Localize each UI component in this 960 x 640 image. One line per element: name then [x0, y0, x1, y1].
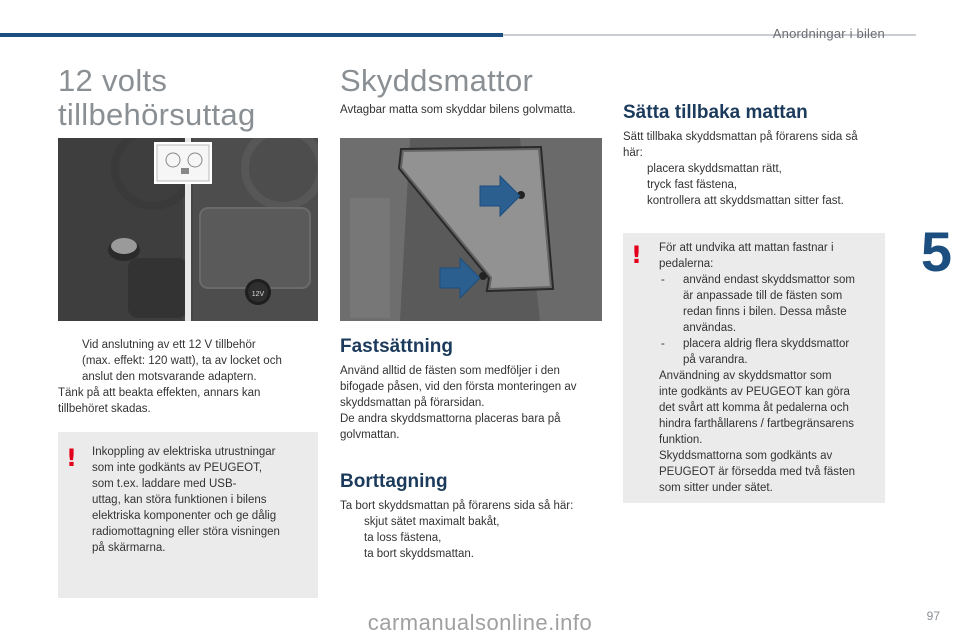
socket-12v-label: 12V: [251, 291, 265, 298]
refit-text: Sätt tillbaka skyddsmattan på förarens sida så här: placera skyddsmattan rätt, tryck fast fästena, kontrollera att skyddsmattan sitter fast.: [623, 129, 885, 209]
chapter-number: 5: [920, 220, 952, 283]
floor-mat-illustration: [340, 138, 602, 321]
list-item: tryck fast fästena,: [647, 179, 738, 191]
floor-mat-photo: [340, 138, 602, 321]
warning-icon: !: [66, 444, 77, 472]
list-item: placera skyddsmattan rätt,: [647, 163, 782, 175]
fastening-text: Använd alltid de fästen som medföljer i den bifogade påsen, vid den första monteringen av skyddsmattan på förarsidan. De andra skyddsmattorna placeras bara på golvmattan.: [340, 365, 577, 441]
socket-illustration: [58, 138, 318, 321]
page-title-12v: 12 volts tillbehörsuttag: [58, 63, 256, 132]
removal-heading: Borttagning: [340, 471, 448, 492]
warning-box-socket: [58, 432, 318, 598]
list-item: ta bort skyddsmattan.: [364, 548, 474, 560]
list-item: skjut sätet maximalt bakåt,: [364, 516, 500, 528]
socket-photo: [58, 138, 318, 321]
removal-text: Ta bort skyddsmattan på förarens sida så här: skjut sätet maximalt bakåt, ta loss fästena, ta bort skyddsmattan.: [340, 498, 602, 562]
warning-box-mats: [623, 233, 885, 503]
page-title-mats: Skyddsmattor: [340, 63, 534, 98]
warning-text: Inkoppling av elektriska utrustningar som inte godkänts av PEUGEOT, som t.ex. laddare med USB- uttag, kan störa funktionen i bilens elektriska komponenter och ge dålig radiomottagning eller störa visningen på skärmarna.: [92, 446, 280, 554]
dash-item: - placera aldrig flera skyddsmattor på varandra.: [661, 338, 850, 366]
warning-text: För att undvika att mattan fastnar i pedalerna: - använd endast skyddsmattor som är anpassade till de fästen som redan finns i bilen. Dessa måste användas. - placera aldrig flera skyddsmattor på varandra. Användning av skyddsmattor som inte godkänts av PEUGEOT kan göra det svårt att komma åt pedalerna och hindra farthållarens / fartbegränsarens funktion. Skyddsmattorna som godkänts av PEUGEOT är försedda med två fästen som sitter under sätet.: [659, 240, 881, 496]
socket-instructions: Vid anslutning av ett 12 V tillbehör (max. effekt: 120 watt), ta av locket och anslut den motsvarande adaptern. Tänk på att beakta effekten, annars kan tillbehöret skadas.: [58, 337, 318, 417]
refit-heading: Sätta tillbaka mattan: [623, 102, 808, 123]
list-item: kontrollera att skyddsmattan sitter fast.: [647, 195, 844, 207]
section-header-title: Anordningar i bilen: [772, 26, 885, 41]
page-number: 97: [926, 609, 940, 623]
warning-icon: !: [631, 241, 642, 269]
dash-item: - använd endast skyddsmattor som är anpassade till de fästen som redan finns i bilen. Dessa måste användas.: [661, 274, 855, 334]
watermark-text: carmanualsonline.info: [367, 610, 593, 635]
mats-intro: Avtagbar matta som skyddar bilens golvmatta.: [340, 104, 576, 116]
list-item: ta loss fästena,: [364, 532, 442, 544]
header-accent-bar: [0, 33, 503, 37]
list-item: Vid anslutning av ett 12 V tillbehör (max. effekt: 120 watt), ta av locket och anslut den motsvarande adaptern.: [82, 339, 282, 383]
fastening-heading: Fastsättning: [340, 336, 453, 357]
